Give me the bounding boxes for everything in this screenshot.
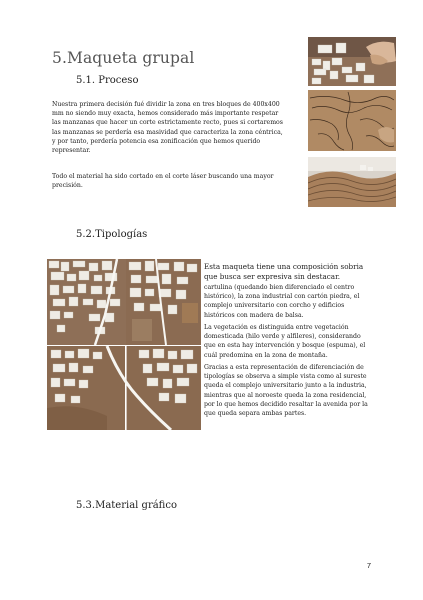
subsection-title-proceso: 5.1. Proceso (76, 75, 139, 86)
tipologias-paragraph-3: Gracias a esta representación de diferenciación de tipologías se observa a simple vista como al sureste queda el complejo universitario junto a la industria, mientras que al noroeste queda la zona residencial, por lo que hemos decidido resaltar la avenida por la que queda separa ambas partes. (204, 364, 368, 418)
typology-photo-1 (47, 259, 126, 345)
proceso-paragraph-2: Todo el material ha sido cortado en el corte láser buscando una mayor precisión. (52, 173, 274, 190)
process-photo-terrain (308, 157, 396, 207)
section-title: 5.Maqueta grupal (52, 49, 195, 67)
page-number: 7 (366, 561, 371, 570)
tipologias-paragraph-1: cartulina (quedando bien diferenciado el centro histórico), la zona industrial con cartón piedra, el complejo universitario con corcho y edificios históricos con madera de balsa. (204, 284, 360, 319)
process-photo-contours (308, 90, 396, 151)
process-photo-assembly (308, 37, 396, 86)
typology-photo-2 (126, 259, 201, 345)
subsection-title-tipologias: 5.2.Tipologías (76, 229, 148, 240)
tipologias-lead: Esta maqueta tiene una composición sobria que busca ser expresiva sin destacar. (204, 262, 364, 281)
tipologias-paragraph-2: La vegetación es distinguida entre vegetación domesticada (hilo verde y alfileres), considerando que en esta hay intervención y bosque (espuma), el cuál predomina en la zona de montaña. (204, 324, 366, 359)
proceso-paragraph-1: Nuestra primera decisión fué dividir la zona en tres bloques de 400x400 mm no siendo muy exacta, hemos considerado más importante respetar las manzanas que hacer un corte estrictamente recto, pues si cortaremos las manzanas se perdería esa masividad que caracteriza la zona céntrica, y por tanto, perdería potencia esa zonificación que hemos querido representar. (52, 101, 283, 155)
subsection-title-material-grafico: 5.3.Material gráfico (76, 500, 177, 511)
typology-photo-3 (47, 346, 201, 430)
